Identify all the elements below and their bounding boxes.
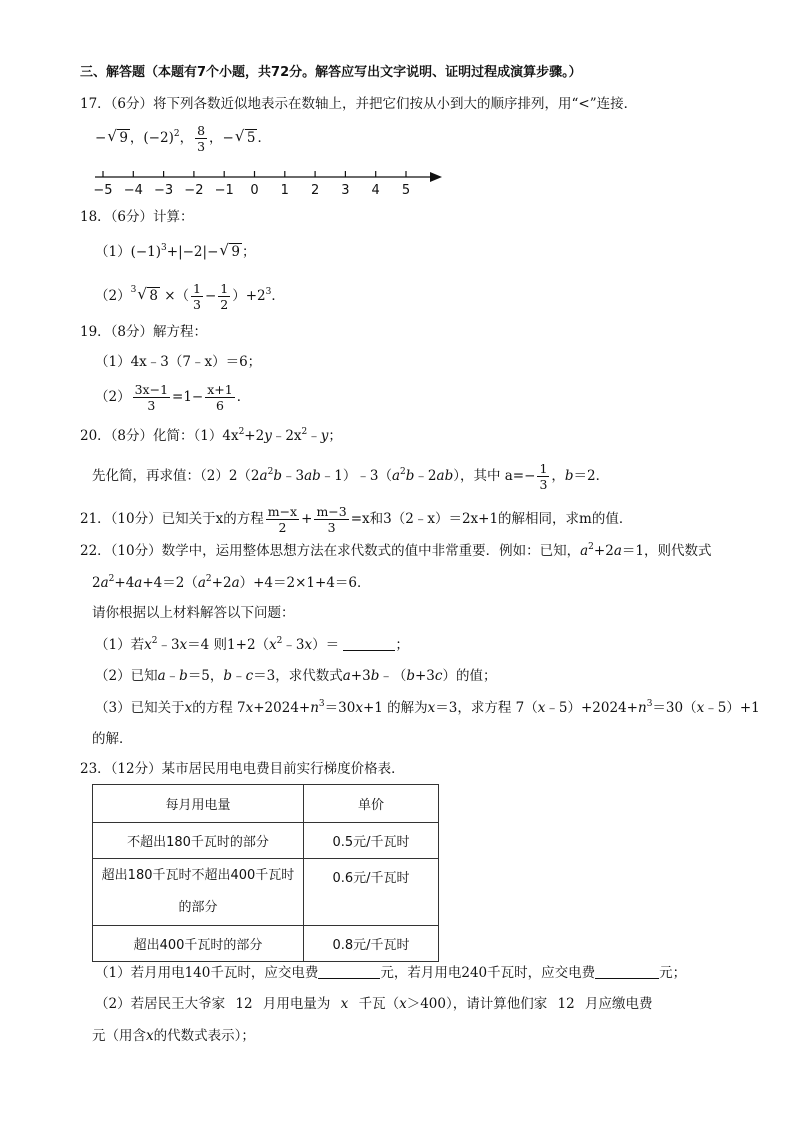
table-cell: 0.6元/千瓦时 [304,859,439,926]
q23-blank-1[interactable] [318,977,380,979]
number-line-arrow-icon [430,172,442,182]
q23-blank-2[interactable] [595,977,659,979]
q22-part2: （2）已知a﹣b＝5，b﹣c＝3，求代数式a+3b﹣（b+3c）的值； [95,668,497,684]
q17-number-1: − √ 9 [95,127,128,147]
number-line-tick-label: −5 [93,183,113,198]
q18-stem: 18．（6分）计算： [80,209,194,225]
q22-stem-cont: $2a^2+4a+4=2(a^2+2a)+4=2\times 1+4=6$． [92,574,371,591]
q22-part3: （3）已知关于x的方程 $7x+2024+n^3=30x+1$ 的解为x＝3，求方程 $7(x﹣5)+2024+n^3=30(x﹣5)+1$ [95,699,760,716]
q22-instruction: 请你根据以上材料解答以下问题： [92,605,295,621]
q22-stem: 22．（10分）数学中，运用整体思想方法在求代数式的值中非常重要．例如：已知，$a^2+2a=1$，则代数式 [80,542,712,559]
q19-part2: （2） $\frac{3x-1}{3}$ =1− $\frac{x+1}{6}$ ． [95,382,251,414]
price-table [92,784,439,962]
q23-stem: 23．（12分）某市居民用电电费目前实行梯度价格表． [80,761,405,777]
number-line-tick-label: 0 [250,183,259,198]
q17-stem: 17．（6分）将下列各数近似地表示在数轴上，并把它们按从小到大的顺序排列，用“<”连接． [80,96,638,112]
q22-part3-cont: 的解． [92,731,133,747]
table-cell: 超出400千瓦时的部分 [93,926,304,962]
table-header-price: 单价 [304,785,439,823]
q17-fraction: $\frac{8}{3}$ [197,123,206,155]
q20-stem: 20．（8分）化简：$(1)4x^2+2y﹣2x^2﹣y$； [80,427,342,444]
number-line-tick-label: −2 [184,183,204,198]
table-cell: 不超出180千瓦时的部分 [93,823,304,859]
q22-answer-blank[interactable] [343,649,395,651]
number-line-tick-label: −3 [154,183,174,198]
q17-numbers: − √ 9 ，$(-2)^2$， $\frac{8}{3}$ ，− √ 5 ． [95,123,271,155]
table-cell: 0.5元/千瓦时 [304,823,439,859]
table-header-usage: 每月用电量 [93,785,304,823]
number-line-tick-label: 4 [371,183,380,198]
table-cell: 超出180千瓦时不超出400千瓦时 的部分 [93,859,304,926]
number-line-tick-label: 3 [341,183,350,198]
q19-stem: 19．（8分）解方程： [80,324,208,340]
number-line-tick-label: −4 [123,183,143,198]
number-line-tick-label: 2 [310,183,320,198]
q20-part2: 先化简，再求值：$(2)2(2a^2b﹣3ab﹣1)﹣3(a^2b﹣2ab)$，其中 a=− $\frac{1}{3}$ ，b＝2． [92,461,610,493]
number-line-tick-label: −1 [214,183,234,198]
q18-part1: $(1)(-1)^3+|-2|-$ √ 9 ； [95,241,256,260]
q21-stem: 21．（10分）已知关于x的方程 $\frac{m-x}{2}$ + $\frac{m-3}{3}$ =x和3（2﹣x）＝2x+1的解相同，求m的值． [80,504,633,536]
q22-part1: （1）若$x^2﹣3x=4$ 则$1+2(x^2﹣3x)=$ ； [95,636,409,653]
number-line-tick-label: 5 [401,183,411,198]
table-cell: 0.8元/千瓦时 [304,926,439,962]
q19-part1: （1）4x﹣3（7﹣x）＝6； [95,354,262,370]
q23-part1: （1）若月用电140千瓦时，应交电费 元，若月用电240千瓦时，应交电费 元； [95,965,687,981]
q23-part2-cont: 元（用含x的代数式表示）； [92,1028,255,1044]
q18-part2: $(2)^3$ √ 8 ×（ $\frac{1}{3}$ − $\frac{1}{2}$ ）$+2^3$． [95,281,285,313]
q23-part2: （2）若居民王大爷家 12 月用电量为 x 千瓦（x＞400），请计算他们家 12 月应缴电费 [95,996,653,1012]
number-line-tick-label: 1 [280,183,289,198]
section-header: 三、解答题（本题有7个小题，共72分。解答应写出文字说明、证明过程成演算步骤。） [80,65,582,80]
